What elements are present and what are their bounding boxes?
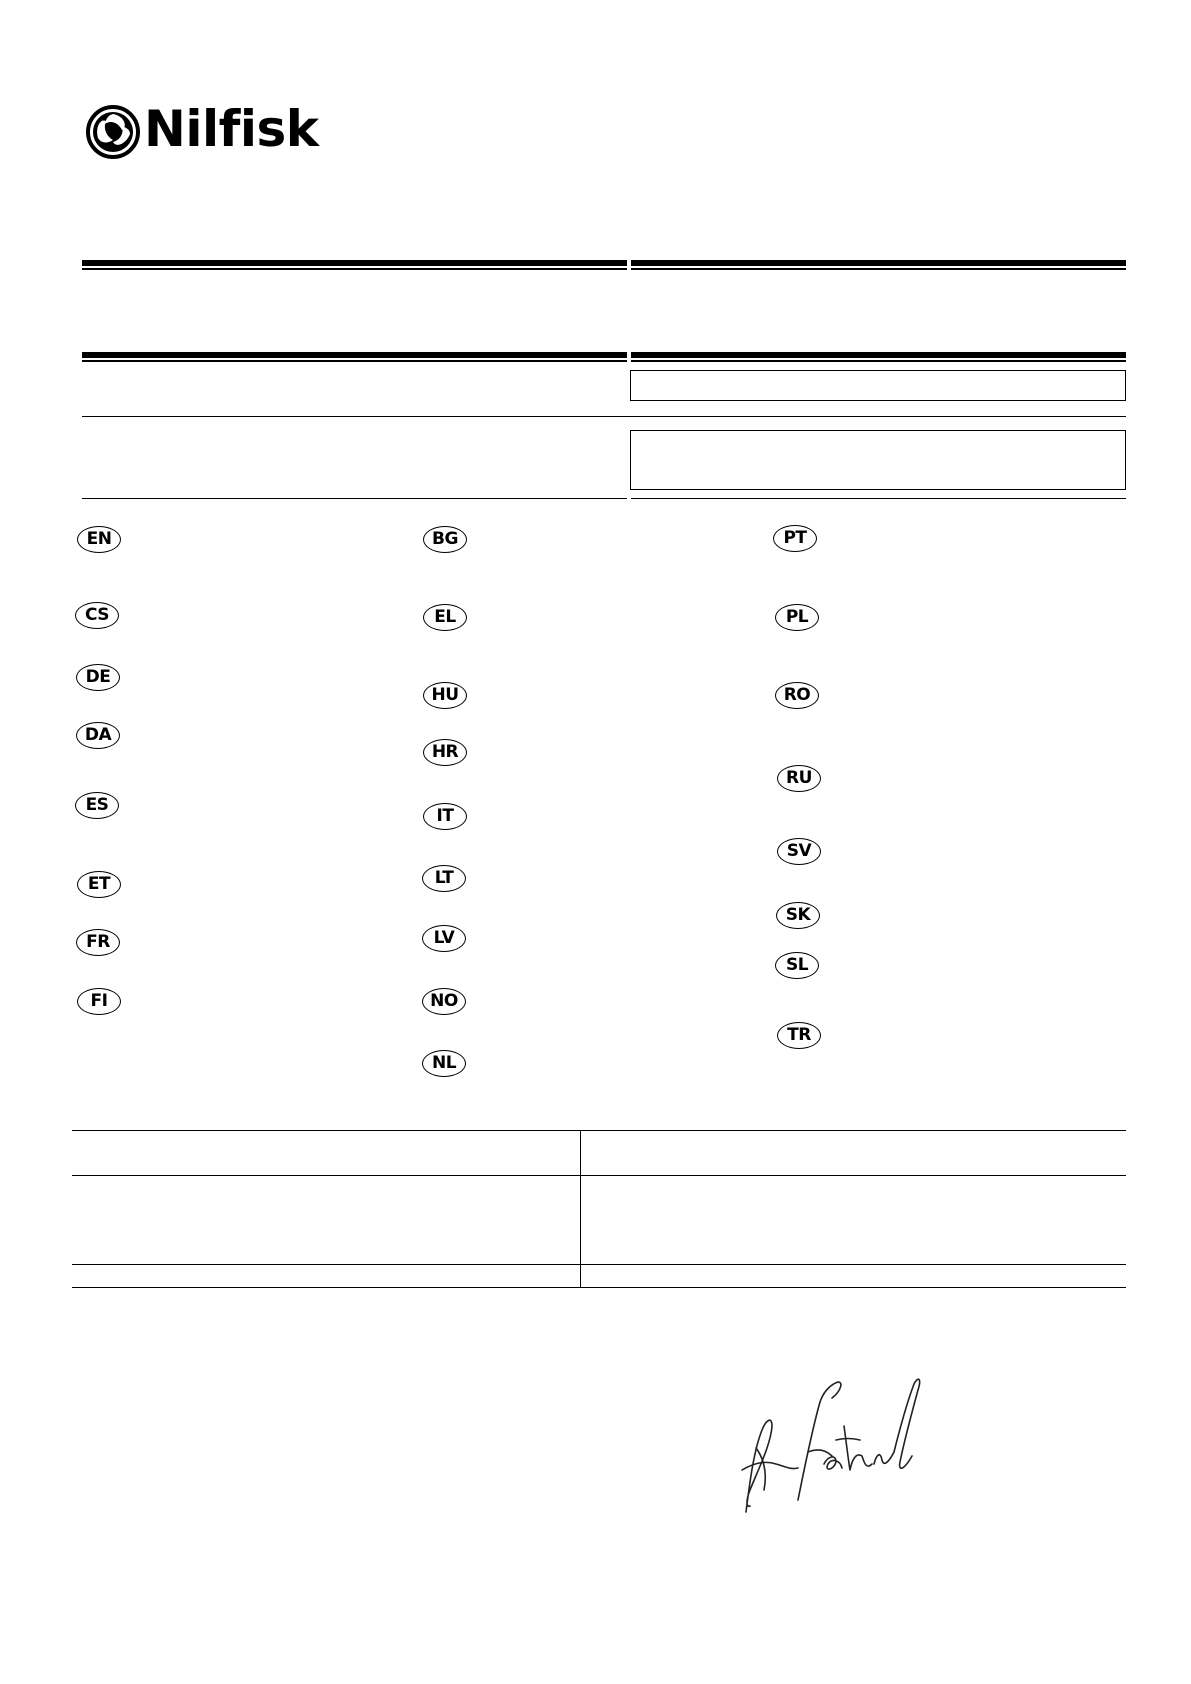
lang-badge-no: NO bbox=[422, 988, 466, 1015]
table-rule-lower bbox=[72, 1264, 1126, 1265]
lang-badge-tr: TR bbox=[777, 1022, 821, 1049]
header-rule-top-thin bbox=[82, 268, 1126, 270]
form-rule-1 bbox=[82, 416, 1126, 417]
lang-badge-pt: PT bbox=[773, 525, 817, 552]
header-rule-gap bbox=[627, 258, 631, 272]
lang-badge-fi: FI bbox=[77, 988, 121, 1015]
lang-badge-sl: SL bbox=[775, 952, 819, 979]
form-rule-2-gap bbox=[627, 496, 631, 500]
lang-badge-bg: BG bbox=[423, 526, 467, 553]
lang-badge-pl: PL bbox=[775, 604, 819, 631]
lang-badge-sk: SK bbox=[776, 902, 820, 929]
logo-wordmark: Nilfisk bbox=[144, 100, 319, 158]
lang-badge-it: IT bbox=[423, 803, 467, 830]
lang-badge-sv: SV bbox=[777, 838, 821, 865]
lang-badge-es: ES bbox=[75, 792, 119, 819]
table-column-divider bbox=[580, 1130, 581, 1288]
header-rule-bottom-gap bbox=[627, 350, 631, 364]
lang-badge-hr: HR bbox=[423, 739, 467, 766]
header-rule-bottom-thin bbox=[82, 360, 1126, 362]
lang-badge-lt: LT bbox=[422, 865, 466, 892]
nilfisk-emblem-icon bbox=[86, 104, 140, 160]
lang-badge-el: EL bbox=[423, 604, 467, 631]
table-rule-bottom bbox=[72, 1287, 1126, 1288]
lang-badge-lv: LV bbox=[422, 925, 466, 952]
form-rule-2 bbox=[82, 498, 1126, 499]
lang-badge-hu: HU bbox=[423, 682, 467, 709]
field-box-1 bbox=[630, 370, 1126, 401]
nilfisk-logo bbox=[86, 102, 346, 164]
field-box-2 bbox=[630, 430, 1126, 490]
lang-badge-en: EN bbox=[77, 526, 121, 553]
header-rule-top-thick bbox=[82, 260, 1126, 266]
lang-badge-fr: FR bbox=[76, 929, 120, 956]
lang-badge-ro: RO bbox=[775, 682, 819, 709]
signature-icon bbox=[728, 1360, 928, 1516]
header-rule-bottom-thick bbox=[82, 352, 1126, 358]
lang-badge-et: ET bbox=[77, 871, 121, 898]
table-rule-mid bbox=[72, 1175, 1126, 1176]
lang-badge-nl: NL bbox=[422, 1050, 466, 1077]
lang-badge-ru: RU bbox=[777, 765, 821, 792]
lang-badge-cs: CS bbox=[75, 602, 119, 629]
lang-badge-de: DE bbox=[76, 664, 120, 691]
table-rule-top bbox=[72, 1130, 1126, 1131]
lang-badge-da: DA bbox=[76, 722, 120, 749]
